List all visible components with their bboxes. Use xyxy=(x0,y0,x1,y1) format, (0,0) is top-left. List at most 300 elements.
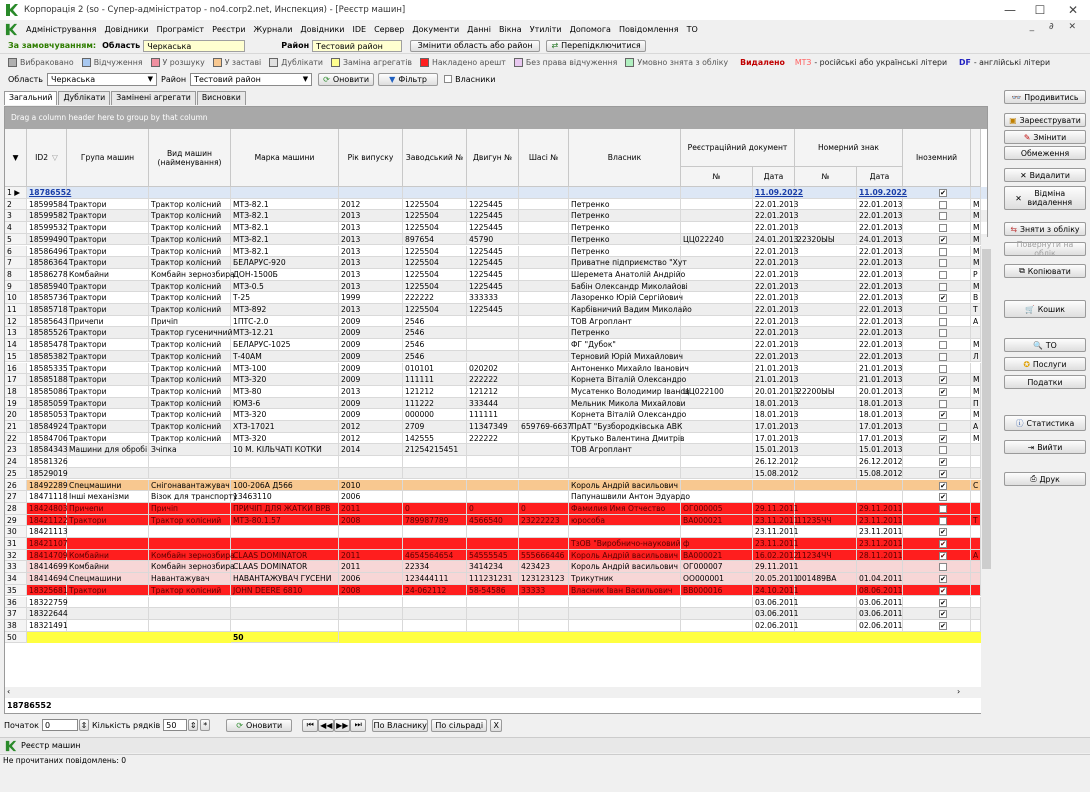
foreign-checkbox[interactable] xyxy=(939,329,947,337)
cell-owner[interactable]: Приватне підприємство "Хут xyxy=(571,258,687,268)
cell-reg-date[interactable]: 22.01.2013 xyxy=(755,223,799,233)
cell-brand[interactable]: МТЗ-80.1.57 xyxy=(231,515,339,527)
cell-reg-no[interactable] xyxy=(681,327,753,339)
cell-plate-no[interactable] xyxy=(795,444,857,456)
cell-brand[interactable]: CLAAS DOMINATOR xyxy=(231,561,339,573)
cell-owner[interactable] xyxy=(569,620,681,632)
cell-brand[interactable]: 13463110 xyxy=(231,491,339,503)
cell-plate-date[interactable]: 22.01.2013 xyxy=(859,351,903,361)
cell-group[interactable] xyxy=(67,526,149,538)
cell-brand[interactable]: ХТЗ-17021 xyxy=(231,421,339,433)
cell-id[interactable]: 18599490 xyxy=(29,234,68,244)
cell-reg-no[interactable] xyxy=(681,187,753,199)
cell-kind[interactable]: Трактор колісний xyxy=(149,292,231,304)
cell-kind[interactable]: Навантажувач xyxy=(149,573,231,585)
cell-owner[interactable]: Антоненко Михайло Іванович xyxy=(571,363,689,373)
cell-brand[interactable] xyxy=(231,187,339,199)
row-number[interactable]: 31 xyxy=(5,538,27,550)
cell-engine[interactable]: 0 xyxy=(467,503,519,515)
cell-owner[interactable]: Петренко xyxy=(569,222,681,234)
taskbar-item[interactable]: Реєстр машин xyxy=(21,741,81,750)
cell-plate-no[interactable] xyxy=(795,421,857,433)
cell-serial[interactable]: 2546 xyxy=(403,316,467,328)
cell-kind[interactable]: Трактор колісний xyxy=(149,515,231,527)
foreign-checkbox[interactable]: ✔ xyxy=(940,387,946,396)
cell-engine[interactable]: 54555545 xyxy=(467,550,519,562)
cell-group[interactable]: Причепи xyxy=(67,503,149,515)
cell-id[interactable]: 18581326 xyxy=(29,457,68,467)
cell-brand[interactable]: МТЗ-82.1 xyxy=(231,210,339,222)
cell-chassis[interactable] xyxy=(519,339,569,351)
cell-extra[interactable] xyxy=(971,444,981,456)
register-button[interactable] xyxy=(1004,113,1086,127)
column-header-year[interactable]: Рік випуску xyxy=(339,129,403,187)
cell-chassis[interactable]: 33333 xyxy=(519,585,569,597)
column-header-plate-no[interactable]: № xyxy=(795,167,857,187)
cell-brand[interactable]: МТЗ-320 xyxy=(231,433,339,445)
cell-engine[interactable]: 58-54586 xyxy=(467,585,519,597)
cell-id[interactable]: 18585526 xyxy=(29,328,68,338)
foreign-checkbox[interactable]: ✔ xyxy=(940,481,946,490)
cell-owner[interactable] xyxy=(569,456,681,468)
start-spinner-icon[interactable]: ⇕ xyxy=(80,720,88,730)
table-row[interactable] xyxy=(5,480,987,492)
cell-brand[interactable]: МТЗ-82.1 xyxy=(231,222,339,234)
cell-kind[interactable]: Трактор колісний xyxy=(149,210,231,222)
maximize-button[interactable]: ☐ xyxy=(1034,3,1046,17)
cell-serial[interactable]: 1225504 xyxy=(403,257,467,269)
cell-chassis[interactable] xyxy=(519,526,569,538)
cell-owner[interactable]: Петренко xyxy=(569,210,681,222)
row-number[interactable]: 23 xyxy=(5,444,27,456)
cell-id[interactable]: 18584706 xyxy=(29,433,68,443)
cell-serial[interactable] xyxy=(403,597,467,609)
cell-chassis[interactable] xyxy=(519,187,569,199)
cell-extra[interactable]: А xyxy=(971,421,981,433)
row-number[interactable]: 8 xyxy=(5,269,27,281)
cell-chassis[interactable] xyxy=(519,316,569,328)
cell-extra[interactable] xyxy=(971,327,981,339)
cell-extra[interactable]: А xyxy=(971,550,981,562)
table-row[interactable] xyxy=(5,620,987,632)
cell-group[interactable]: Трактори xyxy=(67,339,149,351)
cell-group[interactable]: Комбайни xyxy=(67,550,149,562)
cell-extra[interactable]: В xyxy=(971,292,981,304)
row-number[interactable]: 25 xyxy=(5,468,27,480)
cell-plate-no[interactable] xyxy=(795,269,857,281)
by-council-button[interactable]: По сільраді xyxy=(431,719,487,732)
row-number[interactable]: 9 xyxy=(5,281,27,293)
foreign-checkbox[interactable]: ✔ xyxy=(940,621,946,630)
cell-year[interactable]: 2006 xyxy=(339,573,403,585)
cell-brand[interactable]: БЕЛАРУС-1025 xyxy=(231,339,339,351)
cell-reg-no[interactable] xyxy=(681,292,753,304)
cell-chassis[interactable] xyxy=(519,597,569,609)
cell-plate-no[interactable]: 001489ВА xyxy=(795,573,857,585)
cell-engine[interactable]: 121212 xyxy=(467,386,519,398)
cell-extra[interactable]: М xyxy=(973,211,980,221)
foreign-checkbox[interactable]: ✔ xyxy=(940,434,946,443)
column-header-brand[interactable]: Марка машини xyxy=(231,129,339,187)
column-header-kind[interactable]: Вид машин (найменування) xyxy=(149,129,231,187)
cell-engine[interactable]: 020202 xyxy=(467,363,519,375)
cell-reg-date[interactable]: 24.01.2013 xyxy=(755,234,799,244)
cell-year[interactable]: 2013 xyxy=(339,386,403,398)
cell-year[interactable]: 2011 xyxy=(339,561,403,573)
cell-engine[interactable] xyxy=(467,538,519,550)
cell-reg-date[interactable]: 15.01.2013 xyxy=(755,445,799,455)
cell-engine[interactable]: 222222 xyxy=(467,433,519,445)
cell-brand[interactable]: ПРИЧІП ДЛЯ ЖАТКИ ВРВ xyxy=(231,503,339,515)
cell-serial[interactable]: 1225504 xyxy=(403,210,467,222)
foreign-checkbox[interactable]: ✔ xyxy=(940,610,946,619)
cell-reg-no[interactable] xyxy=(681,480,753,492)
cell-id[interactable]: 18471118 xyxy=(29,492,68,502)
cell-reg-no[interactable] xyxy=(681,304,753,316)
row-number[interactable]: 14 xyxy=(5,339,27,351)
cell-reg-no[interactable] xyxy=(681,468,753,480)
cell-reg-date[interactable]: 22.01.2013 xyxy=(755,211,799,221)
cell-engine[interactable]: 1225445 xyxy=(467,257,519,269)
cell-serial[interactable] xyxy=(403,538,467,550)
table-row[interactable] xyxy=(5,234,987,246)
cell-plate-date[interactable]: 22.01.2013 xyxy=(859,199,903,209)
table-row[interactable] xyxy=(5,351,987,363)
row-number[interactable]: 17 xyxy=(5,374,27,386)
cell-year[interactable]: 2009 xyxy=(339,374,403,386)
cell-serial[interactable]: 010101 xyxy=(403,363,467,375)
cell-reg-no[interactable] xyxy=(681,398,753,410)
cell-plate-date[interactable]: 22.01.2013 xyxy=(859,258,903,268)
change-region-button[interactable]: Змінити область або район xyxy=(410,40,540,52)
cell-extra[interactable] xyxy=(971,561,981,573)
cell-engine[interactable]: 3414234 xyxy=(467,561,519,573)
cell-engine[interactable]: 1225445 xyxy=(467,304,519,316)
cell-plate-date[interactable]: 08.06.2011 xyxy=(859,585,903,595)
cell-plate-date[interactable]: 23.11.2011 xyxy=(859,527,903,537)
cell-extra[interactable]: Л xyxy=(971,351,981,363)
cell-chassis[interactable]: 555666446 xyxy=(519,550,569,562)
cell-reg-no[interactable]: ОГ000005 xyxy=(681,503,753,515)
cell-plate-date[interactable]: 18.01.2013 xyxy=(859,410,903,420)
cell-serial[interactable]: 000000 xyxy=(403,409,467,421)
row-number[interactable]: 21 xyxy=(5,421,27,433)
row-number[interactable]: 33 xyxy=(5,561,27,573)
cell-chassis[interactable]: 123123123 xyxy=(519,573,569,585)
row-number[interactable]: 7 xyxy=(5,257,27,269)
cell-year[interactable]: 2012 xyxy=(339,433,403,445)
cell-brand[interactable]: JOHN DEERE 6810 xyxy=(231,585,339,597)
cell-chassis[interactable] xyxy=(519,409,569,421)
view-button[interactable] xyxy=(1004,90,1086,104)
cell-group[interactable]: Трактори xyxy=(67,246,149,258)
cell-owner[interactable] xyxy=(569,187,681,199)
cell-reg-no[interactable]: ОГ000007 xyxy=(681,561,753,573)
cell-group[interactable]: Трактори xyxy=(67,433,149,445)
cell-plate-date[interactable]: 22.01.2013 xyxy=(859,223,903,233)
cell-group[interactable]: Спецмашини xyxy=(67,573,149,585)
foreign-checkbox[interactable]: ✔ xyxy=(940,294,946,303)
default-region-field[interactable]: Черкаська xyxy=(143,40,245,52)
cell-serial[interactable]: 789987789 xyxy=(403,515,467,527)
menu-item[interactable]: Документи xyxy=(412,24,460,34)
reconnect-button[interactable] xyxy=(546,40,646,52)
cell-reg-date[interactable]: 02.06.2011 xyxy=(755,620,799,630)
cell-year[interactable] xyxy=(339,620,403,632)
deregister-button[interactable] xyxy=(1004,222,1086,236)
cell-chassis[interactable] xyxy=(519,269,569,281)
cell-brand[interactable]: МТЗ-82.1 xyxy=(231,199,339,211)
cell-id[interactable]: 18492289 xyxy=(29,480,68,490)
column-header-group[interactable]: Група машин xyxy=(67,129,149,187)
minimize-button[interactable]: — xyxy=(1004,3,1016,17)
cell-reg-no[interactable] xyxy=(681,281,753,293)
cell-chassis[interactable] xyxy=(519,374,569,386)
cell-plate-no[interactable] xyxy=(795,398,857,410)
cell-reg-date[interactable]: 22.01.2013 xyxy=(755,199,799,209)
delete-button[interactable] xyxy=(1004,168,1086,182)
foreign-checkbox[interactable]: ✔ xyxy=(940,598,946,607)
cell-reg-no[interactable] xyxy=(681,316,753,328)
cell-kind[interactable] xyxy=(149,538,231,550)
cell-engine[interactable] xyxy=(467,327,519,339)
horizontal-scrollbar[interactable] xyxy=(5,687,981,698)
cell-kind[interactable]: Причіп xyxy=(149,503,231,515)
cell-reg-no[interactable] xyxy=(681,433,753,445)
cell-serial[interactable] xyxy=(403,620,467,632)
foreign-checkbox[interactable]: ✔ xyxy=(940,575,946,584)
cell-reg-no[interactable] xyxy=(681,409,753,421)
cell-extra[interactable]: М xyxy=(973,386,980,396)
cell-plate-date[interactable]: 15.08.2012 xyxy=(859,468,903,478)
column-header-serial[interactable]: Заводський № xyxy=(403,129,467,187)
cell-kind[interactable] xyxy=(149,620,231,632)
row-number[interactable]: 16 xyxy=(5,363,27,375)
cell-serial[interactable]: 2546 xyxy=(403,327,467,339)
table-row[interactable] xyxy=(5,292,987,304)
cell-id[interactable]: 18585188 xyxy=(29,375,68,385)
exit-button[interactable] xyxy=(1004,440,1086,454)
cell-brand[interactable] xyxy=(231,538,339,550)
cell-chassis[interactable] xyxy=(519,444,569,456)
cell-reg-no[interactable] xyxy=(681,363,753,375)
cell-plate-date[interactable]: 29.11.2011 xyxy=(859,503,903,513)
cell-brand[interactable]: НАВАНТАЖУВАЧ ГУСЕНИ xyxy=(231,573,339,585)
cell-year[interactable]: 2008 xyxy=(339,515,403,527)
cell-plate-date[interactable] xyxy=(857,480,903,492)
filter-button[interactable] xyxy=(378,73,438,86)
menu-logo-icon[interactable] xyxy=(5,23,18,36)
cell-serial[interactable]: 1225504 xyxy=(403,269,467,281)
cell-group[interactable]: Трактори xyxy=(67,409,149,421)
menu-item[interactable]: Довідники xyxy=(104,24,149,34)
cell-kind[interactable] xyxy=(149,468,231,480)
cell-kind[interactable]: Трактор колісний xyxy=(149,304,231,316)
cell-reg-date[interactable]: 20.01.2013 xyxy=(755,386,799,396)
table-row[interactable] xyxy=(5,316,987,328)
cell-extra[interactable]: М xyxy=(973,223,980,233)
cell-id[interactable]: 18586496 xyxy=(29,246,68,256)
cell-engine[interactable] xyxy=(467,316,519,328)
cell-reg-date[interactable]: 11.09.2022 xyxy=(755,188,804,197)
cell-extra[interactable]: М xyxy=(973,258,980,268)
cell-reg-date[interactable]: 22.01.2013 xyxy=(755,305,799,314)
print-button[interactable] xyxy=(1004,472,1086,486)
table-row[interactable] xyxy=(5,491,987,503)
cell-owner[interactable]: Трикутник xyxy=(569,573,681,585)
cell-plate-date[interactable]: 22.01.2013 xyxy=(859,316,903,326)
menu-item[interactable]: Адміністрування xyxy=(26,24,97,34)
cell-engine[interactable] xyxy=(467,620,519,632)
cell-extra[interactable]: М xyxy=(973,340,980,350)
cell-brand[interactable]: Т-25 xyxy=(231,292,339,304)
cell-serial[interactable]: 1225504 xyxy=(403,222,467,234)
cell-serial[interactable]: 1225504 xyxy=(403,304,467,316)
tab-general[interactable]: Загальний xyxy=(4,91,57,105)
table-row[interactable] xyxy=(5,468,987,480)
cell-plate-date[interactable]: 22.01.2013 xyxy=(859,281,903,291)
foreign-checkbox[interactable] xyxy=(939,341,947,349)
menu-item[interactable]: IDE xyxy=(352,24,367,34)
cell-plate-no[interactable] xyxy=(795,327,857,339)
row-number[interactable]: 35 xyxy=(5,585,27,597)
cell-chassis[interactable] xyxy=(519,327,569,339)
cell-reg-date[interactable] xyxy=(753,491,795,503)
table-row[interactable] xyxy=(5,550,987,562)
cell-group[interactable]: Комбайни xyxy=(67,561,149,573)
cell-owner[interactable]: Мельник Микола Михайлови xyxy=(571,398,686,408)
cell-brand[interactable]: БЕЛАРУС-920 xyxy=(231,257,339,269)
cell-engine[interactable] xyxy=(467,468,519,480)
cell-engine[interactable]: 1225445 xyxy=(467,246,519,258)
services-button[interactable] xyxy=(1004,357,1086,371)
cell-serial[interactable]: 111222 xyxy=(403,398,467,410)
cell-chassis[interactable] xyxy=(519,363,569,375)
cell-plate-no[interactable] xyxy=(795,468,857,480)
cell-extra[interactable]: М xyxy=(973,410,980,420)
cell-group[interactable] xyxy=(67,187,149,199)
cell-owner[interactable]: юрособа xyxy=(569,515,681,527)
cell-extra[interactable] xyxy=(971,585,981,597)
foreign-checkbox[interactable]: ✔ xyxy=(940,540,946,548)
cell-serial[interactable]: 2546 xyxy=(403,339,467,351)
pager-refresh-button[interactable] xyxy=(226,719,292,732)
cell-brand[interactable]: Т-40АМ xyxy=(231,351,339,363)
return-registration-button[interactable] xyxy=(1004,240,1086,258)
cell-brand[interactable]: МТЗ-82.1 xyxy=(231,234,339,246)
cell-brand[interactable]: МТЗ-320 xyxy=(231,374,339,386)
foreign-checkbox[interactable] xyxy=(939,423,947,431)
cell-owner[interactable]: Лазоренко Юрій Сергійович xyxy=(571,293,684,303)
cell-engine[interactable]: 1225445 xyxy=(467,269,519,281)
statistics-button[interactable] xyxy=(1004,415,1086,431)
cell-kind[interactable] xyxy=(149,608,231,620)
cell-group[interactable]: Трактори xyxy=(67,363,149,375)
cell-kind[interactable]: Візок для транспорту xyxy=(151,492,238,502)
cell-reg-date[interactable]: 22.01.2013 xyxy=(755,269,799,279)
cell-plate-no[interactable] xyxy=(795,433,857,445)
cell-plate-no[interactable] xyxy=(795,339,857,351)
cell-owner[interactable]: Власник Іван Васильович xyxy=(569,585,681,597)
cell-reg-date[interactable]: 23.11.2011 xyxy=(755,515,799,525)
cell-plate-date[interactable] xyxy=(857,491,903,503)
cell-reg-date[interactable]: 22.01.2013 xyxy=(755,351,799,361)
cell-plate-no[interactable] xyxy=(795,597,857,609)
cell-owner[interactable]: Папунашвили Антон Эдуардо xyxy=(571,492,691,502)
cell-reg-date[interactable]: 24.10.2011 xyxy=(755,585,799,595)
foreign-checkbox[interactable] xyxy=(939,505,947,513)
cell-id[interactable]: 18414709 xyxy=(29,550,68,560)
cell-serial[interactable]: 897654 xyxy=(403,234,467,246)
cell-plate-no[interactable] xyxy=(795,456,857,468)
cell-plate-no[interactable] xyxy=(795,409,857,421)
cell-engine[interactable]: 1225445 xyxy=(467,199,519,211)
cell-brand[interactable]: CLAAS DOMINATOR xyxy=(231,550,339,562)
cell-reg-date[interactable]: 22.01.2013 xyxy=(755,293,799,303)
cell-kind[interactable]: Трактор колісний xyxy=(149,409,231,421)
column-header-reg-no[interactable]: № xyxy=(681,167,753,187)
table-row[interactable] xyxy=(5,456,987,468)
cell-chassis[interactable] xyxy=(519,538,569,550)
cell-chassis[interactable]: 659769-6637 xyxy=(521,422,573,431)
cell-chassis[interactable] xyxy=(519,491,569,503)
cell-id[interactable]: 18421107 xyxy=(29,539,68,548)
cell-id[interactable]: 18321491 xyxy=(29,620,68,630)
cell-chassis[interactable] xyxy=(519,210,569,222)
cell-id[interactable]: 18325681 xyxy=(29,585,68,595)
foreign-checkbox[interactable] xyxy=(939,212,947,220)
cell-reg-no[interactable] xyxy=(681,199,753,211)
vertical-scrollbar[interactable] xyxy=(981,237,992,792)
cell-plate-date[interactable]: 23.11.2011 xyxy=(859,515,903,525)
cell-year[interactable]: 2014 xyxy=(339,444,403,456)
cell-brand[interactable]: МТЗ-892 xyxy=(231,304,339,316)
cell-brand[interactable] xyxy=(231,620,339,632)
cell-chassis[interactable] xyxy=(519,222,569,234)
foreign-checkbox[interactable] xyxy=(939,259,947,267)
edit-button[interactable] xyxy=(1004,130,1086,144)
row-number[interactable]: 32 xyxy=(5,550,27,562)
cell-year[interactable] xyxy=(339,526,403,538)
cell-plate-date[interactable]: 03.06.2011 xyxy=(859,609,903,619)
cell-plate-no[interactable] xyxy=(795,526,857,538)
cell-engine[interactable] xyxy=(467,339,519,351)
restrictions-button[interactable] xyxy=(1004,146,1086,160)
cell-brand[interactable]: МТЗ-100 xyxy=(231,363,339,375)
cell-serial[interactable]: 222222 xyxy=(403,292,467,304)
foreign-checkbox[interactable] xyxy=(939,248,947,256)
cell-plate-date[interactable] xyxy=(857,561,903,573)
cell-year[interactable] xyxy=(339,608,403,620)
foreign-checkbox[interactable] xyxy=(939,563,947,571)
table-row[interactable] xyxy=(5,281,987,293)
foreign-checkbox[interactable] xyxy=(939,271,947,279)
mdi-window-controls[interactable]: _ ∂ ✕ xyxy=(1029,22,1082,32)
cell-kind[interactable] xyxy=(149,597,231,609)
cell-year[interactable] xyxy=(339,187,403,199)
cell-kind[interactable]: Трактор колісний xyxy=(149,339,231,351)
menu-item[interactable]: Повідомлення xyxy=(618,24,679,34)
tab-duplicates[interactable]: Дублікати xyxy=(58,91,110,105)
column-header-extra[interactable] xyxy=(971,129,981,187)
foreign-checkbox[interactable] xyxy=(939,224,947,232)
cell-chassis[interactable] xyxy=(519,620,569,632)
row-number[interactable]: 1 ▶ xyxy=(5,187,27,199)
cell-reg-no[interactable] xyxy=(681,374,753,386)
cell-plate-no[interactable] xyxy=(795,503,857,515)
cell-brand[interactable]: МТЗ-0.5 xyxy=(231,281,339,293)
cell-brand[interactable]: 1ПТС-2.0 xyxy=(231,316,339,328)
